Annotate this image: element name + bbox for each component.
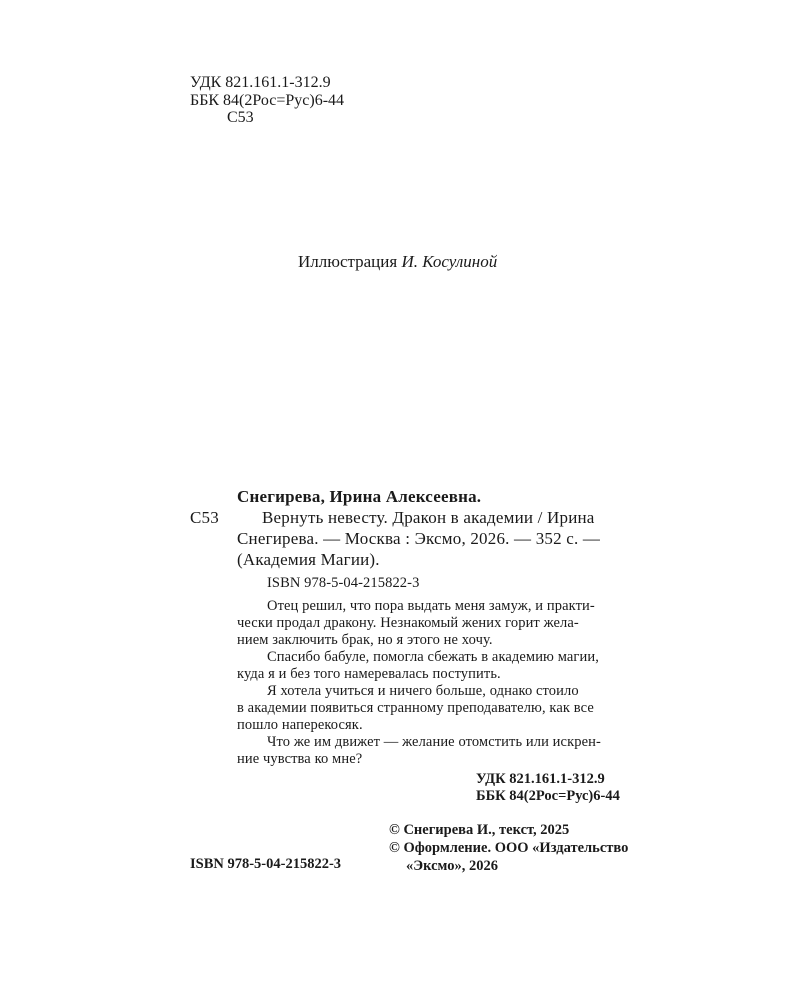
annotation-line: пошло наперекосяк. bbox=[237, 717, 363, 733]
annotation-line: куда я и без того намеревалась поступить. bbox=[237, 666, 501, 682]
bbk-top: ББК 84(2Рос=Рус)6-44 bbox=[190, 92, 345, 109]
entry-line-1: Вернуть невесту. Дракон в академии / Ирина bbox=[262, 508, 595, 527]
bbk-bottom: ББК 84(2Рос=Рус)6-44 bbox=[476, 788, 620, 804]
illustration-credit bbox=[298, 252, 497, 272]
author-heading: Снегирева, Ирина Алексеевна. bbox=[237, 487, 482, 506]
annotation-line: Спасибо бабуле, помогла сбежать в академию магии, bbox=[267, 649, 599, 665]
footer-isbn: ISBN 978-5-04-215822-3 bbox=[190, 856, 342, 872]
author-code-top: С53 bbox=[227, 109, 254, 126]
annotation-line: чески продал дракону. Незнакомый жених горит жела- bbox=[237, 615, 579, 631]
illustrator-name: И. Косулиной bbox=[401, 252, 498, 271]
entry-line-2: Снегирева. — Москва : Эксмо, 2026. — 352 с. — bbox=[237, 529, 601, 548]
entry-isbn: ISBN 978-5-04-215822-3 bbox=[267, 575, 420, 591]
annotation-line: ние чувства ко мне? bbox=[237, 751, 363, 767]
copyright-text: © Снегирева И., текст, 2025 bbox=[389, 822, 570, 838]
annotation-line: Что же им движет — желание отомстить или искрен- bbox=[267, 734, 601, 750]
illustration-label: Иллюстрация bbox=[298, 252, 398, 271]
udk-bottom: УДК 821.161.1-312.9 bbox=[476, 771, 605, 787]
author-code: С53 bbox=[190, 508, 219, 527]
annotation-line: Я хотела учиться и ничего больше, однако стоило bbox=[267, 683, 579, 699]
annotation-line: нием заключить брак, но я этого не хочу. bbox=[237, 632, 493, 648]
entry-line-3: (Академия Магии). bbox=[237, 550, 380, 569]
copyright-design: © Оформление. ООО «Издательство bbox=[389, 840, 629, 856]
annotation-line: в академии появиться странному преподавателю, как все bbox=[237, 700, 594, 716]
udk-top: УДК 821.161.1-312.9 bbox=[190, 74, 331, 91]
annotation-line: Отец решил, что пора выдать меня замуж, и практи- bbox=[267, 598, 595, 614]
copyright-design-cont: «Эксмо», 2026 bbox=[406, 858, 498, 874]
